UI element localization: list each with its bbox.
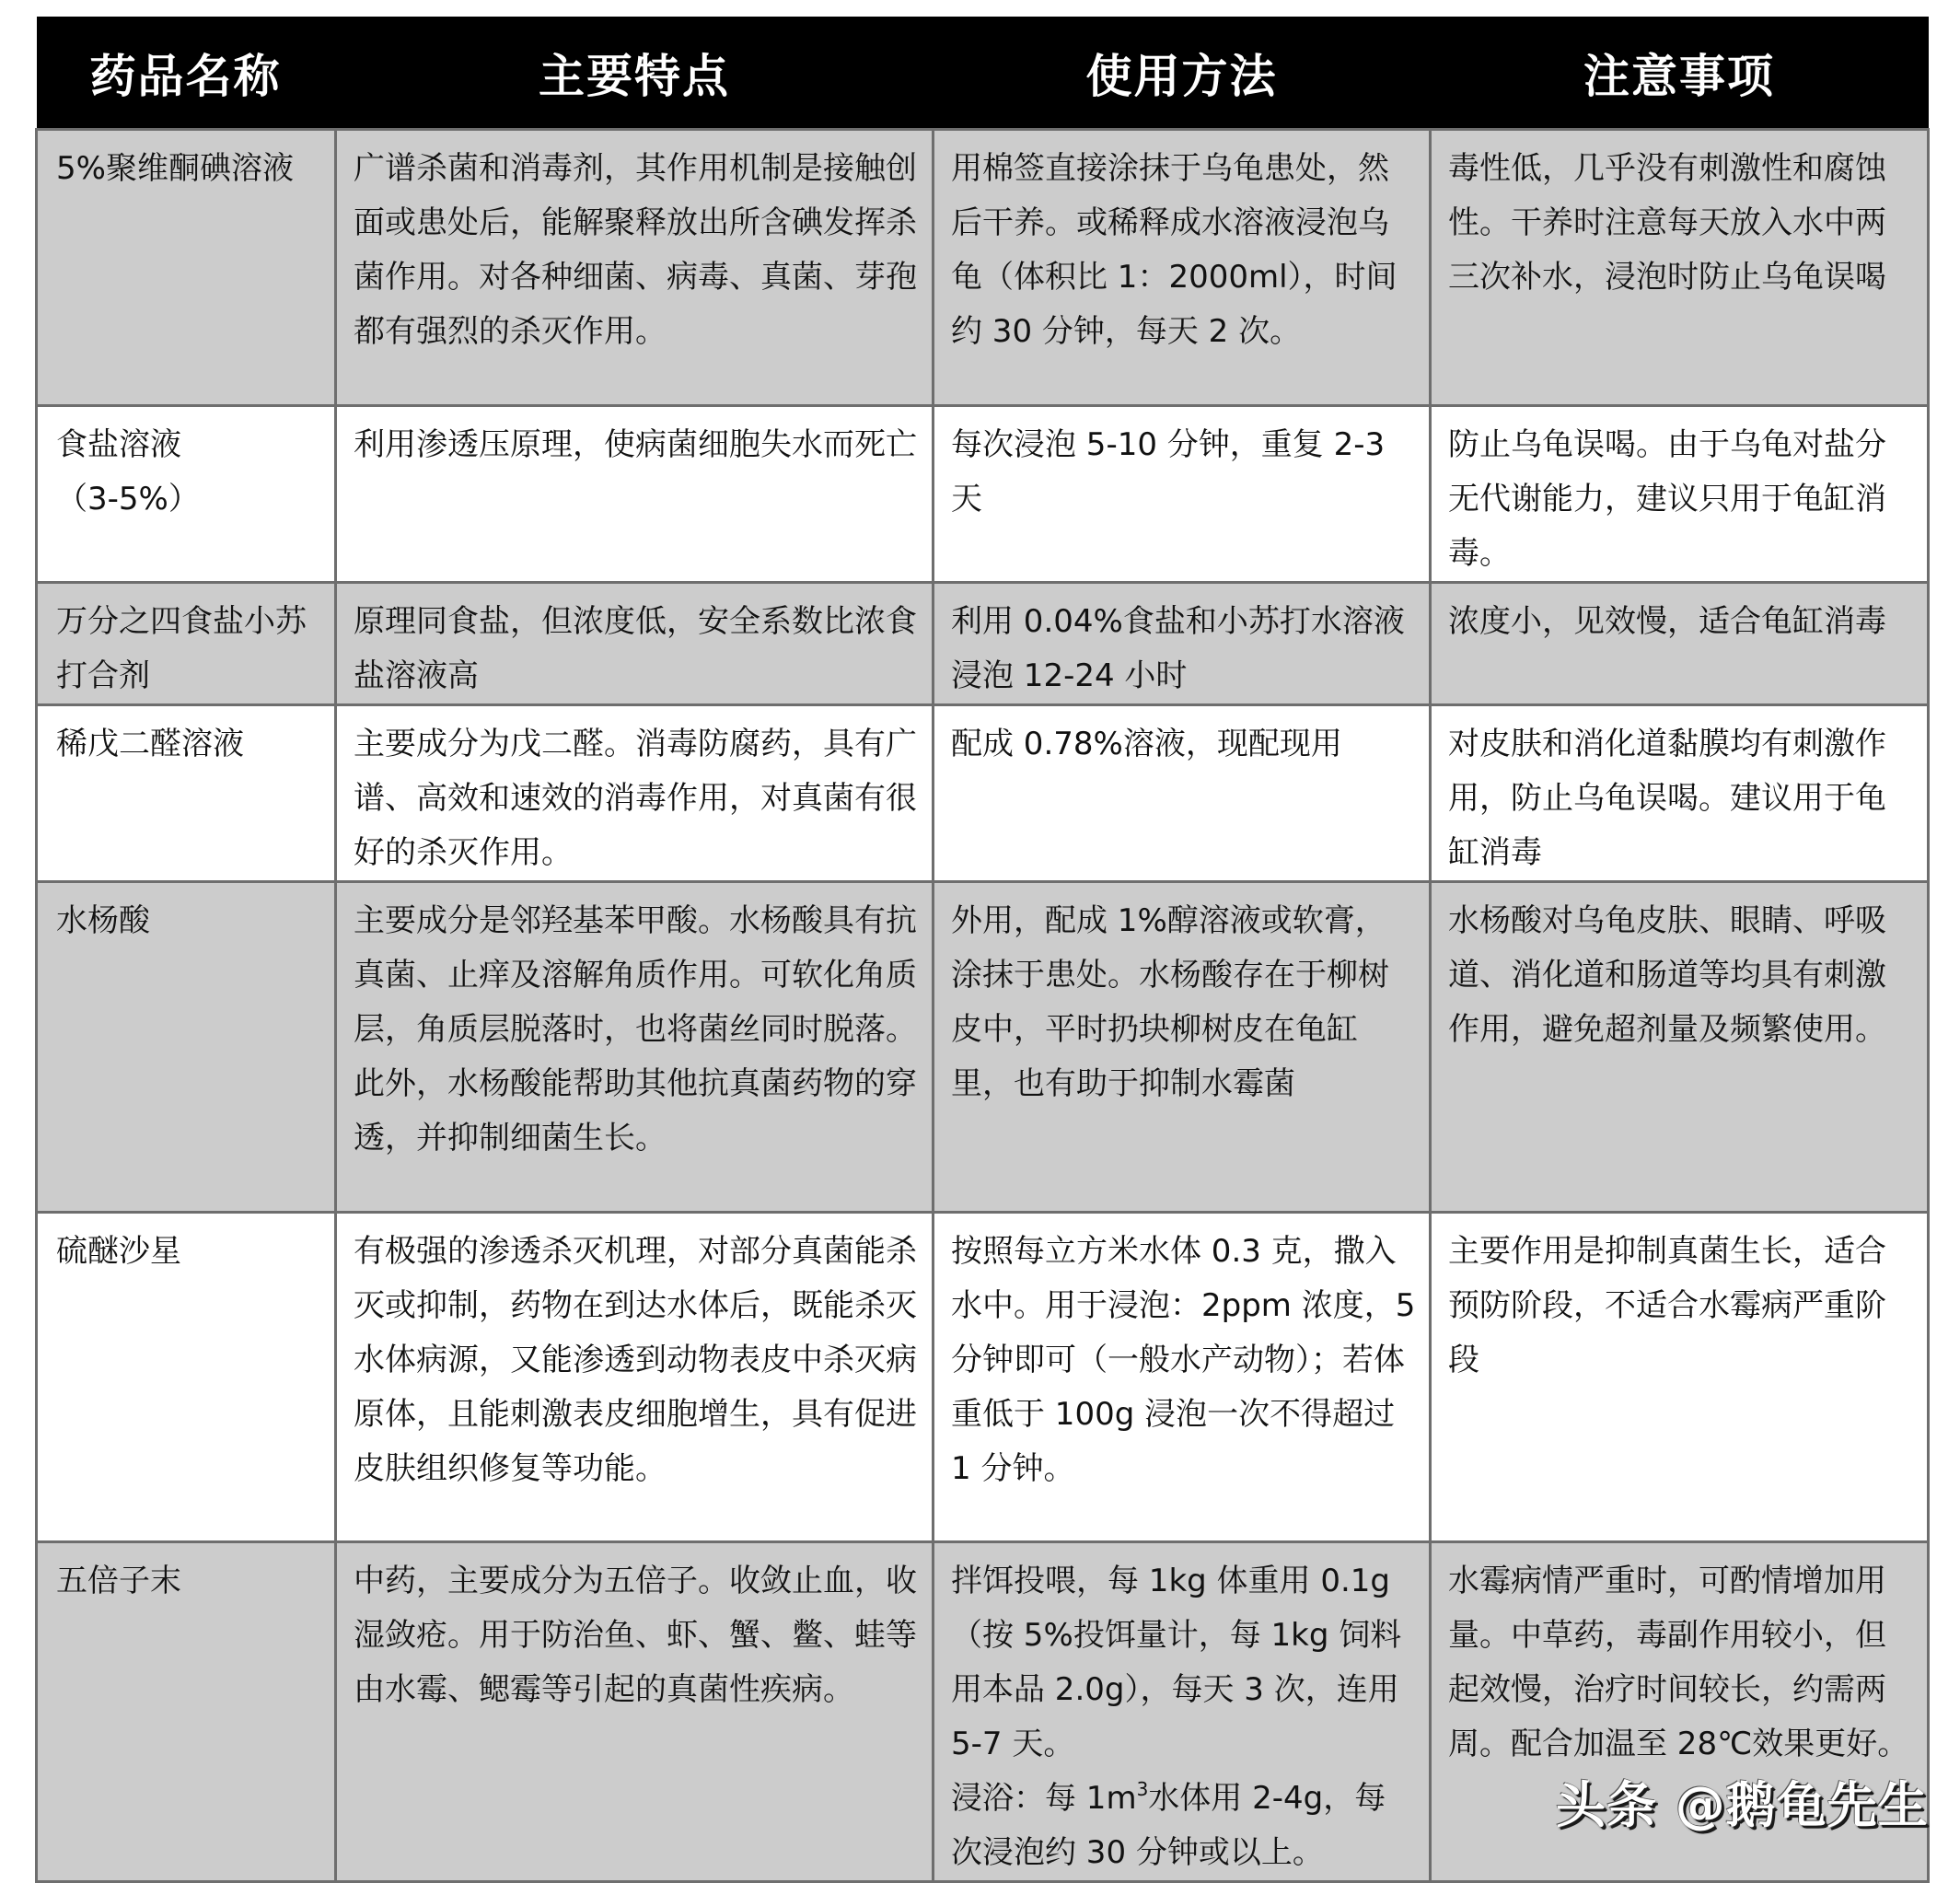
drug-name-text: 5%聚维酮碘溶液 bbox=[56, 150, 294, 187]
cell-drug-name bbox=[37, 1213, 336, 1542]
cell-notes: 对皮肤和消化道黏膜均有刺激作用，防止乌龟误喝。建议用于龟缸消毒 bbox=[1431, 705, 1929, 882]
cell-drug-name bbox=[37, 705, 336, 882]
cell-usage: 利用 0.04%食盐和小苏打水溶液浸泡 12-24 小时 bbox=[934, 583, 1431, 705]
cubic-superscript: 3 bbox=[1136, 1778, 1149, 1800]
cell-features: 中药，主要成分为五倍子。收敛止血，收湿敛疮。用于防治鱼、虾、蟹、鳖、蛙等由水霉、鳃霉等引起的真菌性疾病。 bbox=[336, 1542, 934, 1882]
header-main-features: 主要特点 bbox=[336, 17, 934, 130]
header-precautions: 注意事项 bbox=[1431, 17, 1929, 130]
medicine-table-container bbox=[35, 17, 1927, 1883]
drug-name-text: 硫醚沙星 bbox=[56, 1233, 181, 1270]
cell-drug-name bbox=[37, 583, 336, 705]
cell-features: 广谱杀菌和消毒剂，其作用机制是接触创面或患处后，能解聚释放出所含碘发挥杀菌作用。对各种细菌、病毒、真菌、芽孢都有强烈的杀灭作用。 bbox=[336, 130, 934, 406]
table-header bbox=[37, 17, 1929, 130]
table-row bbox=[37, 705, 1929, 882]
cell-notes: 防止乌龟误喝。由于乌龟对盐分无代谢能力，建议只用于龟缸消毒。 bbox=[1431, 406, 1929, 583]
drug-name-text: 食盐溶液 bbox=[56, 426, 181, 463]
drug-name-text: 五倍子末 bbox=[56, 1563, 181, 1599]
header-usage: 使用方法 bbox=[934, 17, 1431, 130]
drug-name-text: 稀戊二醛溶液 bbox=[56, 726, 244, 762]
table-row bbox=[37, 882, 1929, 1213]
cell-notes: 毒性低，几乎没有刺激性和腐蚀性。干养时注意每天放入水中两三次补水，浸泡时防止乌龟误喝 bbox=[1431, 130, 1929, 406]
cell-usage: 每次浸泡 5-10 分钟，重复 2-3 天 bbox=[934, 406, 1431, 583]
cell-notes: 水杨酸对乌龟皮肤、眼睛、呼吸道、消化道和肠道等均具有刺激作用，避免超剂量及频繁使用。 bbox=[1431, 882, 1929, 1213]
cell-drug-name bbox=[37, 130, 336, 406]
cell-drug-name bbox=[37, 1542, 336, 1882]
usage-bath-text bbox=[951, 1772, 1416, 1880]
medicine-table bbox=[35, 17, 1930, 1883]
cell-features: 原理同食盐，但浓度低，安全系数比浓食盐溶液高 bbox=[336, 583, 934, 705]
usage-bath-pre: 浸浴：每 1m bbox=[951, 1780, 1137, 1817]
usage-bath-post: 水体用 2-4g，每次浸泡约 30 分钟或以上。 bbox=[951, 1780, 1386, 1871]
table-row bbox=[37, 583, 1929, 705]
cell-usage: 用棉签直接涂抹于乌龟患处，然后干养。或稀释成水溶液浸泡乌龟（体积比 1：2000ml），时间约 30 分钟，每天 2 次。 bbox=[934, 130, 1431, 406]
cell-usage bbox=[934, 1542, 1431, 1882]
cell-usage: 按照每立方米水体 0.3 克，撒入水中。用于浸泡：2ppm 浓度，5 分钟即可（一般水产动物）；若体重低于 100g 浸泡一次不得超过 1 分钟。 bbox=[934, 1213, 1431, 1542]
cell-notes: 水霉病情严重时，可酌情增加用量。中草药，毒副作用较小，但起效慢，治疗时间较长，约需两周。配合加温至 28℃效果更好。 bbox=[1431, 1542, 1929, 1882]
drug-name-text: 万分之四食盐小苏打合剂 bbox=[56, 603, 307, 694]
cell-features: 主要成分是邻羟基苯甲酸。水杨酸具有抗真菌、止痒及溶解角质作用。可软化角质层，角质层脱落时，也将菌丝同时脱落。此外，水杨酸能帮助其他抗真菌药物的穿透，并抑制细菌生长。 bbox=[336, 882, 934, 1213]
cell-features: 有极强的渗透杀灭机理，对部分真菌能杀灭或抑制，药物在到达水体后，既能杀灭水体病源，又能渗透到动物表皮中杀灭病原体，且能刺激表皮细胞增生，具有促进皮肤组织修复等功能。 bbox=[336, 1213, 934, 1542]
cell-usage: 外用，配成 1%醇溶液或软膏，涂抹于患处。水杨酸存在于柳树皮中，平时扔块柳树皮在龟缸里，也有助于抑制水霉菌 bbox=[934, 882, 1431, 1213]
header-drug-name: 药品名称 bbox=[37, 17, 336, 130]
header-row bbox=[37, 17, 1929, 130]
table-row bbox=[37, 130, 1929, 406]
cell-features: 主要成分为戊二醛。消毒防腐药，具有广谱、高效和速效的消毒作用，对真菌有很好的杀灭作用。 bbox=[336, 705, 934, 882]
table-body bbox=[37, 130, 1929, 1882]
usage-feeding-text: 拌饵投喂，每 1kg 体重用 0.1g（按 5%投饵量计，每 1kg 饲料用本品 2.0g），每天 3 次，连用 5-7 天。 bbox=[951, 1563, 1402, 1762]
drug-concentration-text: （3-5%） bbox=[56, 481, 200, 517]
cell-features: 利用渗透压原理，使病菌细胞失水而死亡 bbox=[336, 406, 934, 583]
table-row bbox=[37, 1213, 1929, 1542]
watermark: 头条 @鹅龟先生 bbox=[1556, 1776, 1929, 1834]
drug-name-text: 水杨酸 bbox=[56, 902, 150, 939]
cell-usage: 配成 0.78%溶液，现配现用 bbox=[934, 705, 1431, 882]
cell-drug-name bbox=[37, 406, 336, 583]
cell-drug-name bbox=[37, 882, 336, 1213]
cell-notes: 主要作用是抑制真菌生长，适合预防阶段，不适合水霉病严重阶段 bbox=[1431, 1213, 1929, 1542]
table-row bbox=[37, 406, 1929, 583]
cell-notes: 浓度小，见效慢，适合龟缸消毒 bbox=[1431, 583, 1929, 705]
